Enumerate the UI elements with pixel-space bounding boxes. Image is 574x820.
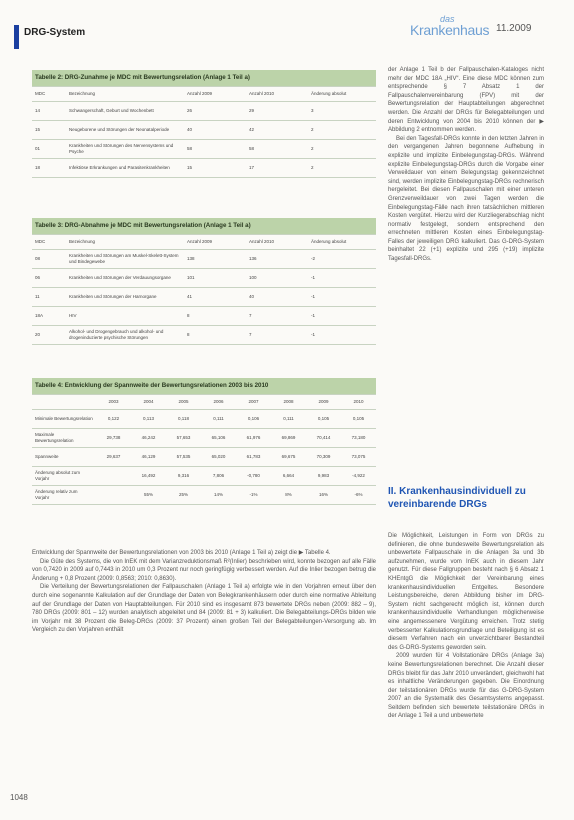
table-cell: 0,111	[201, 410, 236, 429]
table-row	[32, 429, 376, 448]
logo-main-text: Krankenhaus	[410, 22, 490, 38]
table-cell: 3	[308, 102, 376, 121]
table-cell: 0,118	[166, 410, 201, 429]
table-cell: -1	[308, 307, 376, 326]
table-row	[32, 486, 376, 505]
table-row	[32, 140, 376, 159]
table-row	[32, 326, 376, 345]
table-row	[32, 159, 376, 178]
issue-number: 11.2009	[496, 23, 532, 34]
table-cell: 29,738	[96, 429, 131, 448]
table-row	[32, 307, 376, 326]
table-cell: HIV	[66, 307, 184, 326]
table-cell: 40	[184, 121, 246, 140]
table-cell: 25%	[166, 486, 201, 505]
table-cell: 61,783	[236, 448, 271, 467]
table-cell: 16%	[306, 486, 341, 505]
table-row	[32, 269, 376, 288]
table-cell: 14%	[201, 486, 236, 505]
table-cell: 14	[32, 102, 66, 121]
table-cell	[96, 486, 131, 505]
table-cell: 9,983	[306, 467, 341, 486]
column-header: Anzahl 2009	[184, 87, 246, 102]
table-cell: 42	[246, 121, 308, 140]
table-cell: Krankheiten und Störungen der Harnorgane	[66, 288, 184, 307]
table-cell: 29,637	[96, 448, 131, 467]
table-cell: 55%	[131, 486, 166, 505]
right-column-text-top	[388, 66, 544, 264]
table-cell: Alkohol- und Drogengebrauch und alkohol- und drogeninduzierte psychische Störungen	[66, 326, 184, 345]
row-label: Spannweite	[32, 448, 96, 467]
year-header: 2006	[201, 395, 236, 410]
table-cell: 73,075	[341, 448, 376, 467]
year-header: 2008	[271, 395, 306, 410]
table-cell	[96, 467, 131, 486]
table-caption: Tabelle 3: DRG-Abnahme je MDC mit Bewertungsrelation (Anlage 1 Teil a)	[32, 218, 376, 235]
year-header: 2010	[341, 395, 376, 410]
paragraph: der Anlage 1 Teil b der Fallpauschalen-Kataloges nicht mehr der MDC 18A „HIV“. Eine diese MDC können zum entsprechende § 7 Absatz 1 der Fallpauschalenvereinbarung (FPV) mit der Bewertungsrelation der Hauptabteilungen abgerechnet werden. Die Anzahl der DRGs für Belegabteilungen und deren Entwicklung von 2004 bis 2010 können der ▶ Abbildung 2 entnommen werden.	[388, 67, 544, 134]
year-header: 2009	[306, 395, 341, 410]
row-label: Minimale Bewertungsrelation	[32, 410, 96, 429]
table-row	[32, 121, 376, 140]
table-cell: 7	[246, 326, 308, 345]
table-cell: 6,664	[271, 467, 306, 486]
column-header: Bezeichnung	[66, 235, 184, 250]
right-column-text-bottom	[388, 532, 544, 721]
table-cell: 58	[184, 140, 246, 159]
table-cell: Neugeborene und Störungen der Neonatalperiode	[66, 121, 184, 140]
column-header: MDC	[32, 87, 66, 102]
year-header: 2005	[166, 395, 201, 410]
table-cell: Schwangerschaft, Geburt und Wochenbett	[66, 102, 184, 121]
table-cell: 18A	[32, 307, 66, 326]
table-cell: 41	[184, 288, 246, 307]
paragraph: Bei den Tagesfall-DRGs konnte in den letzten Jahren in den vergangenen Jahren begonnene Aufhebung in explizite und implizite Einbelegungstag-DRGs. Während explizite Einbelegungstag-DRGs durch die Vorgabe einer Verweildauer von einem Belegungstag gekennzeichnet sind, werden implizite Einbelegungstag-DRGs rechnerisch hergeleitet. Bei diesen Fallpauschalen mit einer unteren Grenzverweildauer von zwei Tagen werden die Einbelegungstag-Fälle nach ihren tatsächlichen mittleren Kosten vergütet. Hierzu wird der Kurzliegerabschlag nicht normativ festgelegt, sondern entsprechend den errechneten mittleren Kosten eines Einbelegungstag-Falles der jeweiligen DRG kalkuliert. Das G-DRG-System beinhaltet 22 (+1) explizite und 295 (+19) implizite Tagesfall-DRGs.	[388, 135, 544, 263]
table-cell: -1	[308, 269, 376, 288]
section-color-bar	[14, 25, 19, 49]
column-header: MDC	[32, 235, 66, 250]
table-cell: 100	[246, 269, 308, 288]
table-cell: 101	[184, 269, 246, 288]
paragraph: 2009 wurden für 4 Vollstationäre DRGs (Anlage 3a) keine Bewertungsrelationen berechnet. Die Anzahl dieser DRGs bleibt für das Jahr 2010 unverändert, gleichwohl hat es inhaltliche Veränderungen gegeben. Die Einordnung der teilstationären DRGs wurde für das G-DRG-System 2007 an die Systematik des Gesamtsystems angepasst. Seitdem befinden sich bewertete teilstationäre DRGs in der Anlage 1 Teil a und unbewertete	[388, 653, 544, 720]
table-cell: 08	[32, 250, 66, 269]
table-cell: 2	[308, 140, 376, 159]
table-cell: 15	[184, 159, 246, 178]
table-cell: 06	[32, 269, 66, 288]
table-cell: 46,242	[131, 429, 166, 448]
table-cell: 8	[184, 307, 246, 326]
table-row	[32, 288, 376, 307]
table-cell: 70,414	[306, 429, 341, 448]
table-cell: 138	[184, 250, 246, 269]
table-cell: 01	[32, 140, 66, 159]
table-cell: 15	[32, 121, 66, 140]
table-cell: Krankheiten und Störungen des Nervensystems und Psyche	[66, 140, 184, 159]
table-row	[32, 410, 376, 429]
table-header-row	[32, 235, 376, 250]
table-cell: 0,106	[236, 410, 271, 429]
table-cell: 0,105	[341, 410, 376, 429]
table-cell: 20	[32, 326, 66, 345]
table-cell: 0,105	[306, 410, 341, 429]
table-row	[32, 102, 376, 121]
table-cell: 61,976	[236, 429, 271, 448]
table-row	[32, 448, 376, 467]
table-cell: 7	[246, 307, 308, 326]
year-header: 2004	[131, 395, 166, 410]
column-header: Anzahl 2009	[184, 235, 246, 250]
row-label: Änderung absolut zum Vorjahr	[32, 467, 96, 486]
table-cell: 29	[246, 102, 308, 121]
section-heading: II. Krankenhausindividuell zu vereinbarende DRGs	[388, 486, 526, 510]
table-header-row	[32, 395, 376, 410]
row-label: Maximale Bewertungsrelation	[32, 429, 96, 448]
table-cell: 46,129	[131, 448, 166, 467]
column-header: Bezeichnung	[66, 87, 184, 102]
paragraph: Die Verteilung der Bewertungsrelationen der Fallpauschalen (Anlage 1 Teil a) erfolgte wie in den Vorjahren erneut über den durch eine sogenannte Kalkulation auf der Grundlage der Daten von Belegkrankenhäusern oder durch eine normative Ableitung auf der Grundlage der Daten von Hauptabteilungen. Für 2010 sind es insgesamt 873 bewertete DRGs neben (2009: 882 – 9), 780 DRGs (2009: 801 – 12) wurden analytisch abgeleitet und 84 (2009: 81 + 3) kalkuliert. Die Belegabteilungs-DRGs bilden wie im Vorjahr mit 38 Prozent die Beleg-DRGs (2009: 37 Prozent) einen großen Teil der Belegabteilungen-Versorgung ab. Im Vergleich zu den Vorjahren enthält	[32, 584, 376, 634]
logo-small-text: das	[440, 14, 455, 24]
table-cell: 65,106	[201, 429, 236, 448]
table-drg-abnahme	[32, 218, 376, 345]
table-cell: 136	[246, 250, 308, 269]
table-cell: 70,309	[306, 448, 341, 467]
column-header: Änderung absolut	[308, 235, 376, 250]
table-cell: -0,780	[236, 467, 271, 486]
column-header: Änderung absolut	[308, 87, 376, 102]
paragraph: Die Güte des Systems, die von InEK mit dem Varianzreduktionsmaß R²(Inlier) beschrieben wird, konnte bezogen auf alle Fälle von 0,7420 in 2009 auf 0,7443 in 2010 um 0,3 Prozent nur noch geringfügig verbessert werden. Auf die Inlier bezogen betrug die Änderung + 0,8 Prozent (2009: 0,8563; 2010: 0,8630).	[32, 558, 376, 582]
section-title: DRG-System	[24, 27, 86, 38]
table-cell: 7,806	[201, 467, 236, 486]
table-cell: -4,922	[341, 467, 376, 486]
table-cell: 26	[184, 102, 246, 121]
table-cell: 0,111	[271, 410, 306, 429]
table-cell: 2	[308, 159, 376, 178]
page-number: 1048	[10, 793, 28, 802]
table-cell: Infektiöse Erkrankungen und Parasitenkrankheiten	[66, 159, 184, 178]
table-cell: Krankheiten und Störungen der Verdauungsorgane	[66, 269, 184, 288]
table-header-row	[32, 87, 376, 102]
table-caption: Tabelle 2: DRG-Zunahme je MDC mit Bewertungsrelation (Anlage 1 Teil a)	[32, 70, 376, 87]
table-cell: 0,113	[131, 410, 166, 429]
column-header-empty	[32, 395, 96, 410]
table-row	[32, 250, 376, 269]
table-cell: -1%	[236, 486, 271, 505]
table-cell: 40	[246, 288, 308, 307]
table-cell: 0,122	[96, 410, 131, 429]
table-cell: 69,675	[271, 448, 306, 467]
table-drg-zunahme	[32, 70, 376, 178]
journal-logo	[410, 14, 490, 40]
paragraph: Die Möglichkeit, Leistungen in Form von DRGs zu definieren, die ohne bundesweite Bewertungsrelation als unbewertete Fallpauschale in die Anlagen 3a und 3b aufzunehmen, wurde vom InEK auch in diesem Jahr genutzt. Für diese Fallgruppen besteht nach § 6 Absatz 1 KHEntgG die Möglichkeit der Vereinbarung eines krankenhausindividuellen Entgeltes. Besondere Leistungsbereiche, deren Abbildung bisher im DRG-System nicht sachgerecht möglich ist, können durch krankenhausindividuelle Verhandlungen möglicherweise eine angemessenere Vergütung erreichen. Trotz stetig verbesserter Kalkulationsgrundlage und Beteiligung ist es diesem Verfahren nach ein unverzichtbarer Bestandteil des G-DRG-Systems geworden sein.	[388, 533, 544, 651]
column-header: Anzahl 2010	[246, 87, 308, 102]
left-column-text	[32, 549, 376, 635]
table-spannweite	[32, 378, 376, 505]
table-cell: 73,180	[341, 429, 376, 448]
table-cell: Krankheiten und Störungen am Muskel-Skelett-System und Bindegewebe	[66, 250, 184, 269]
table-cell: -1	[308, 326, 376, 345]
table-cell: 57,653	[166, 429, 201, 448]
table-cell: 2	[308, 121, 376, 140]
paragraph: Entwicklung der Spannweite der Bewertungsrelationen von 2003 bis 2010 (Anlage 1 Teil a) zeigt die ▶ Tabelle 4.	[32, 550, 331, 556]
table-cell: 8%	[271, 486, 306, 505]
table-cell: 8	[184, 326, 246, 345]
table-cell: 57,535	[166, 448, 201, 467]
year-header: 2003	[96, 395, 131, 410]
column-header: Anzahl 2010	[246, 235, 308, 250]
table-cell: 9,316	[166, 467, 201, 486]
table-caption: Tabelle 4: Entwicklung der Spannweite der Bewertungsrelationen 2003 bis 2010	[32, 378, 376, 395]
year-header: 2007	[236, 395, 271, 410]
table-cell: 16,492	[131, 467, 166, 486]
table-row	[32, 467, 376, 486]
table-cell: 11	[32, 288, 66, 307]
table-cell: 58	[246, 140, 308, 159]
table-cell: -2	[308, 250, 376, 269]
row-label: Änderung relativ zum Vorjahr	[32, 486, 96, 505]
table-cell: 18	[32, 159, 66, 178]
table-cell: -1	[308, 288, 376, 307]
table-cell: 65,020	[201, 448, 236, 467]
table-cell: 69,869	[271, 429, 306, 448]
table-cell: -6%	[341, 486, 376, 505]
table-cell: 17	[246, 159, 308, 178]
